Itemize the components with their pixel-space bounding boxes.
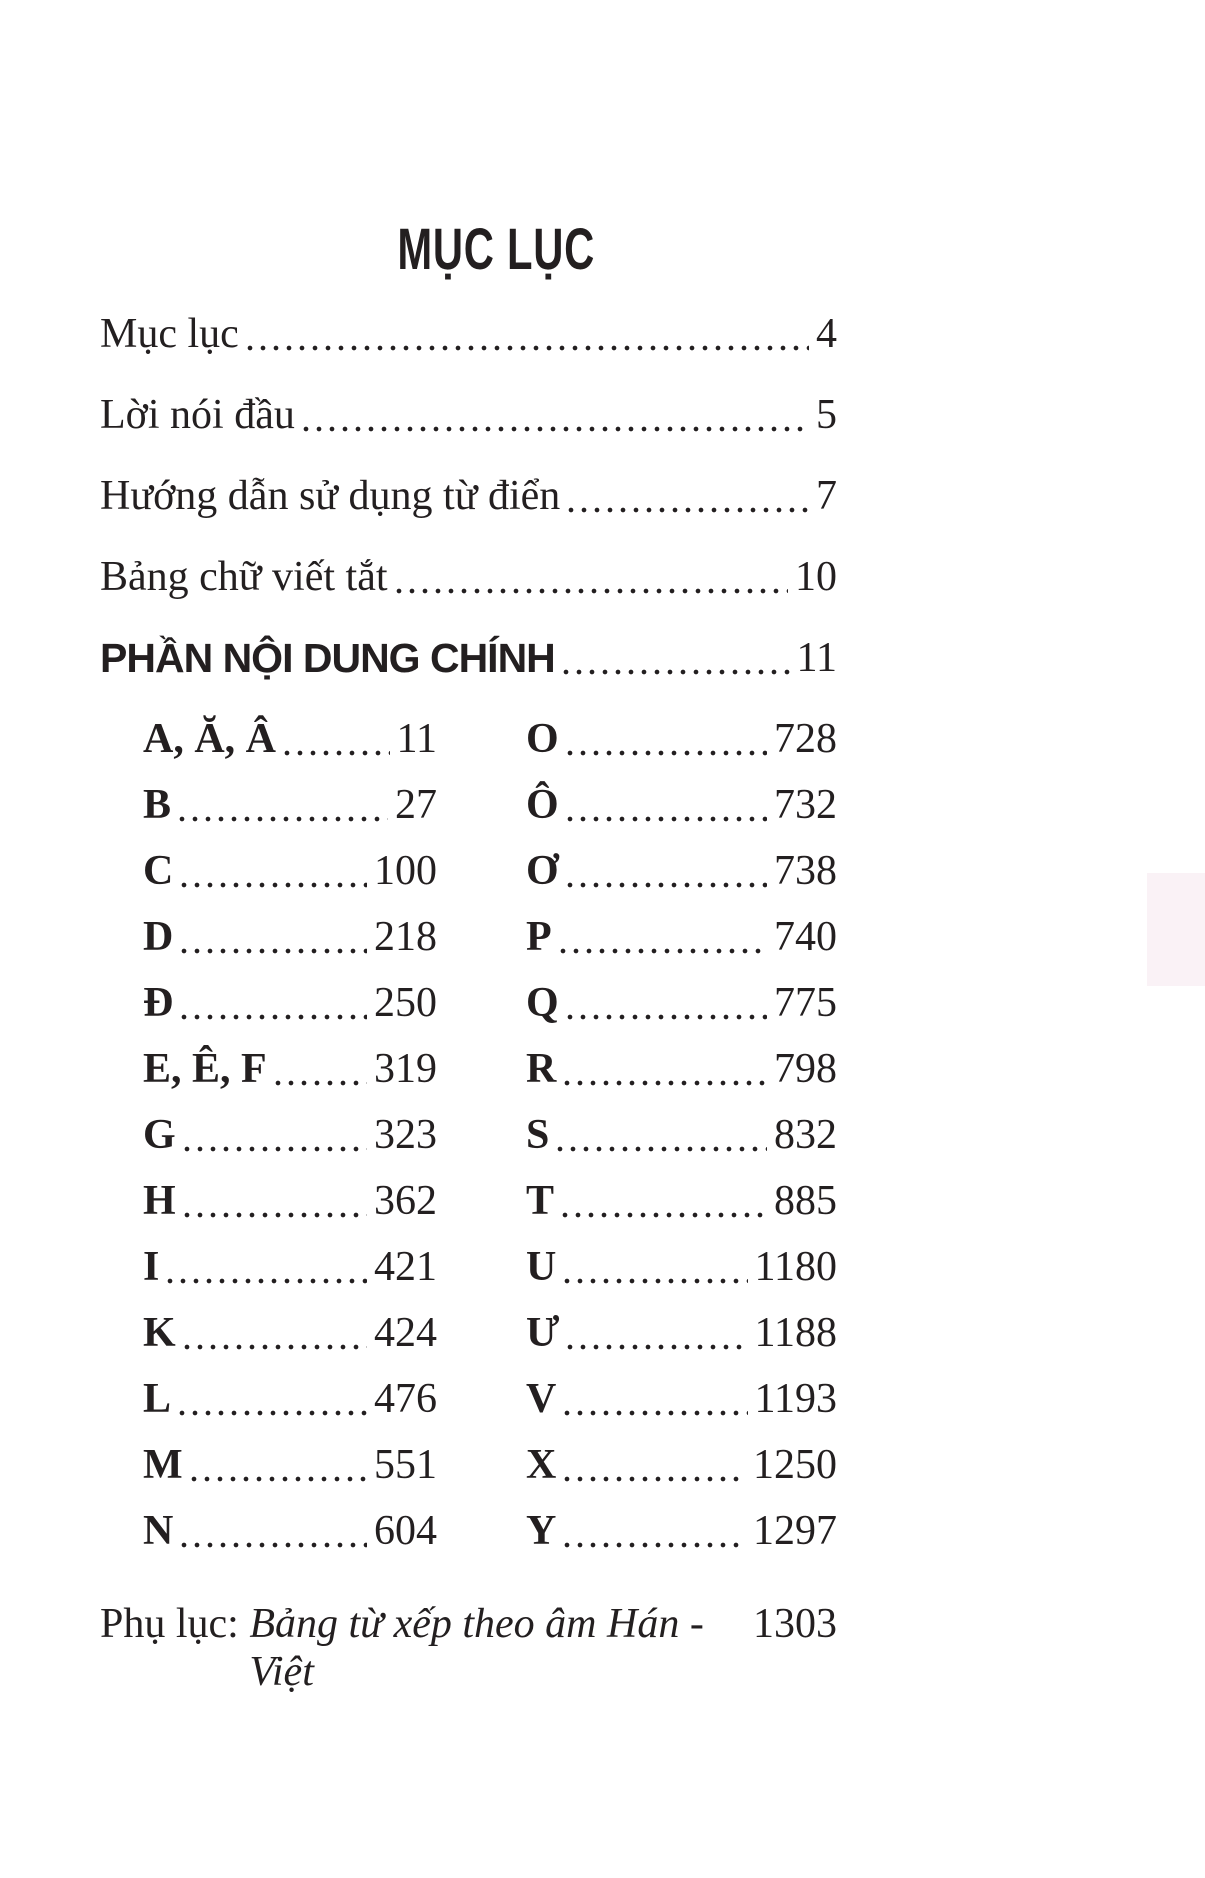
toc-entry-page: 476 [374,1376,437,1422]
dot-leader [396,588,788,594]
dot-leader [567,882,767,888]
toc-entry-label: L [143,1376,172,1422]
dot-leader [284,750,390,756]
toc-entry-label: T [526,1178,555,1224]
toc-entry [526,847,837,895]
toc-entry [143,1045,437,1093]
toc-entry-page: 728 [774,716,837,762]
toc-entry-label: E, Ê, F [143,1046,267,1092]
page-title [100,217,837,282]
toc-entry [526,1111,837,1159]
toc-entry-page: 604 [374,1508,437,1554]
toc-entry [143,847,437,895]
toc-entry-label: Q [526,980,559,1026]
dot-leader [564,1080,767,1086]
toc-entry [100,472,837,520]
toc-entry-label: P [526,914,552,960]
toc-entry [526,1441,837,1489]
toc-entry-page: 885 [774,1178,837,1224]
toc-entry-page: 832 [774,1112,837,1158]
dot-leader [564,1542,746,1548]
toc-content [100,217,837,1695]
toc-entry-label: Y [526,1508,557,1554]
toc-entry [143,781,437,829]
toc-entry-page: 775 [774,980,837,1026]
toc-entry [526,979,837,1027]
dot-leader [179,816,388,822]
dot-leader [181,1542,367,1548]
dot-leader [568,507,809,513]
toc-entry-label: C [143,848,174,894]
toc-entry [143,1441,437,1489]
toc-entry-label: Đ [143,980,174,1026]
page-title-text: MỤC LỤC [397,217,596,282]
dot-leader [247,345,809,351]
dot-leader [563,669,790,675]
dot-leader [564,1278,747,1284]
toc-entry-page: 323 [374,1112,437,1158]
front-matter-list [100,310,837,682]
dot-leader [567,750,767,756]
toc-entry-label: M [143,1442,183,1488]
toc-entry [526,1045,837,1093]
toc-entry-label: Bảng chữ viết tắt [100,554,388,600]
appendix-title: Bảng từ xếp theo âm Hán - Việt [249,1601,704,1695]
toc-entry-label: Ơ [526,848,559,894]
toc-entry-label: PHẦN NỘI DUNG CHÍNH [100,635,555,681]
toc-entry [143,1111,437,1159]
toc-entry-page: 319 [374,1046,437,1092]
toc-entry-label: X [526,1442,557,1488]
dot-leader [179,1410,367,1416]
toc-entry-page: 10 [795,554,837,600]
toc-entry-page: 250 [374,980,437,1026]
toc-entry-page: 551 [374,1442,437,1488]
toc-entry-page: 732 [774,782,837,828]
toc-entry-page: 798 [774,1046,837,1092]
toc-entry-page: 11 [796,635,837,681]
toc-entry-label: Lời nói đầu [100,392,295,438]
toc-entry-page: 421 [374,1244,437,1290]
toc-entry-page: 1180 [754,1244,837,1290]
toc-entry-page: 4 [816,311,837,357]
toc-entry-page: 11 [396,716,437,762]
dot-leader [181,948,367,954]
letter-index [143,715,837,1573]
dot-leader [567,1014,767,1020]
toc-entry-label: G [143,1112,176,1158]
toc-entry [526,913,837,961]
toc-entry-page: 424 [374,1310,437,1356]
toc-entry-page: 738 [774,848,837,894]
dot-leader [184,1344,367,1350]
toc-entry [526,1177,837,1225]
toc-entry-label: K [143,1310,176,1356]
toc-entry [143,1507,437,1555]
toc-entry [143,913,437,961]
toc-entry-label: Ư [526,1310,560,1356]
dot-leader [184,1146,367,1152]
toc-entry [526,1375,837,1423]
toc-entry-label: I [143,1244,160,1290]
toc-entry-label: Mục lục [100,311,239,357]
toc-entry [100,391,837,439]
toc-entry [100,634,837,682]
dot-leader [191,1476,367,1482]
toc-entry [100,310,837,358]
dot-leader [181,1014,367,1020]
toc-entry [526,1507,837,1555]
appendix-prefix: Phụ lục: [100,1601,250,1647]
toc-entry-page: 362 [374,1178,437,1224]
toc-entry [526,715,837,763]
toc-entry-label: A, Ă, Â [143,716,276,762]
toc-entry-label: B [143,782,172,828]
toc-entry [143,1309,437,1357]
toc-entry-page: 100 [374,848,437,894]
toc-entry-label: H [143,1178,176,1224]
dot-leader [184,1212,367,1218]
toc-entry [100,553,837,601]
toc-entry-page: 1193 [754,1376,837,1422]
dot-leader [303,426,809,432]
toc-entry-label: V [526,1376,557,1422]
toc-entry [143,979,437,1027]
toc-entry-page: 5 [816,392,837,438]
dot-leader [557,1146,767,1152]
toc-entry [143,1243,437,1291]
toc-entry-label: Hướng dẫn sử dụng từ điển [100,473,561,519]
dot-leader [564,1476,746,1482]
toc-entry [526,1243,837,1291]
appendix-entry [100,1600,837,1695]
dot-leader [567,1344,747,1350]
dot-leader [562,1212,767,1218]
toc-entry-label: U [526,1244,557,1290]
toc-entry-label: D [143,914,174,960]
toc-entry-page: 1188 [754,1310,837,1356]
toc-entry-page: 27 [395,782,437,828]
dot-leader [560,948,767,954]
toc-entry-page: 740 [774,914,837,960]
toc-entry-label: S [526,1112,550,1158]
toc-entry [143,1177,437,1225]
toc-entry-label: O [526,716,559,762]
dot-leader [567,816,767,822]
toc-entry-page: 1297 [753,1508,837,1554]
letter-index-right-column [526,715,837,1573]
dot-leader [167,1278,367,1284]
dot-leader [275,1080,367,1086]
dot-leader [564,1410,747,1416]
toc-entry [143,1375,437,1423]
dot-leader [181,882,367,888]
toc-entry-label: Ô [526,782,559,828]
toc-entry-page: 218 [374,914,437,960]
toc-entry-label: R [526,1046,557,1092]
toc-entry-page: 1250 [753,1442,837,1488]
toc-entry-label: N [143,1508,174,1554]
appendix-page: 1303 [753,1601,837,1647]
toc-entry [526,781,837,829]
thumb-index-tab [1147,873,1205,986]
toc-entry [143,715,437,763]
toc-entry-page: 7 [816,473,837,519]
toc-entry [526,1309,837,1357]
letter-index-left-column [143,715,437,1573]
